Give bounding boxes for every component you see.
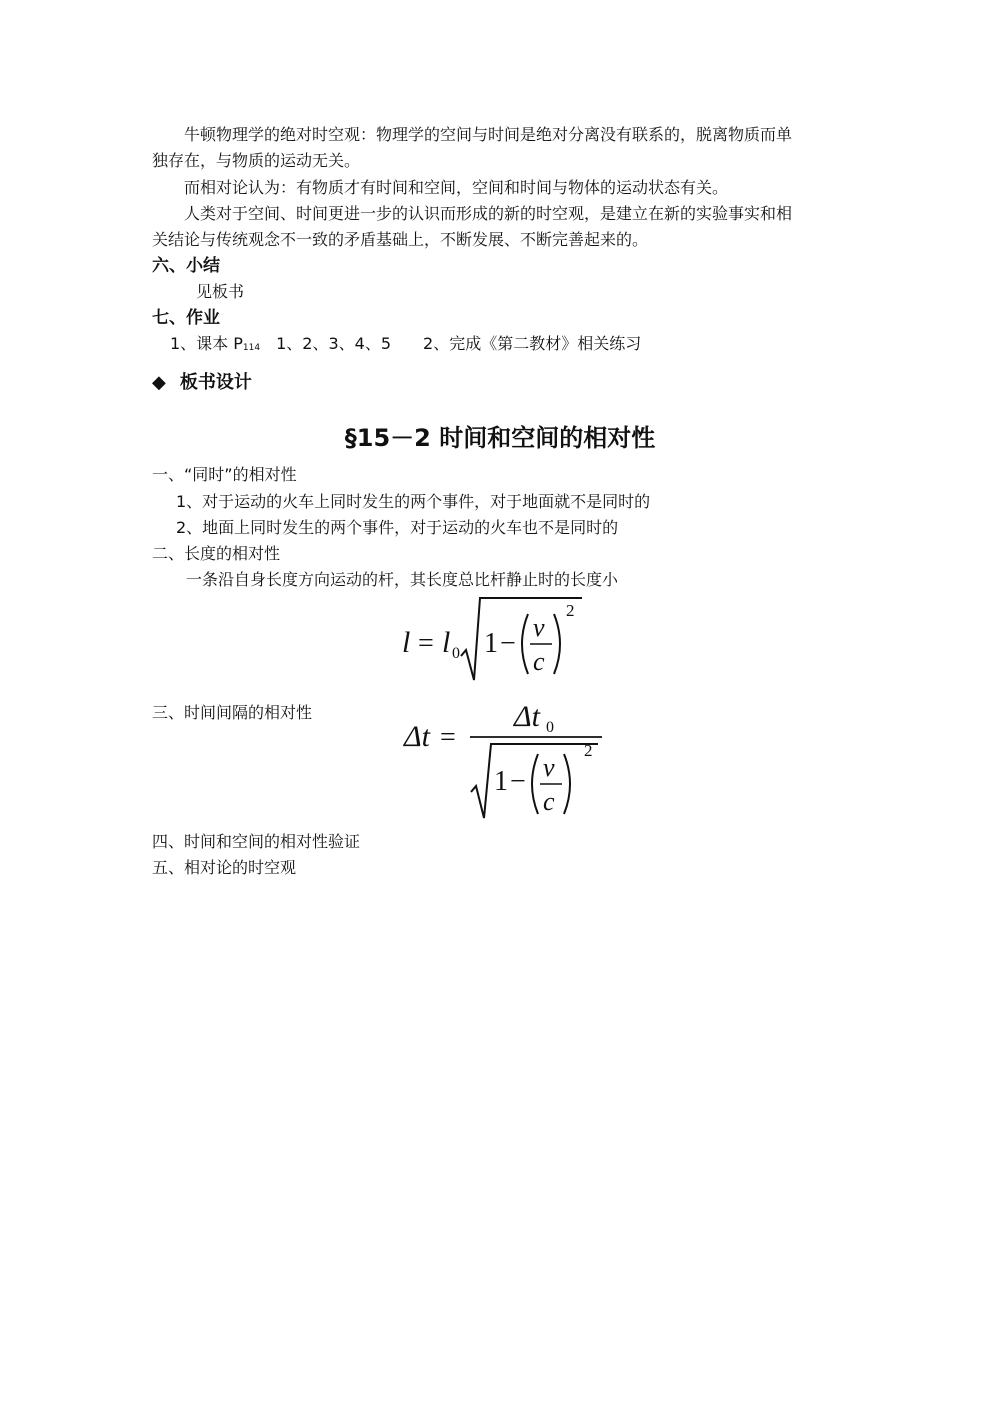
formula-time-lhs: Δt (404, 720, 430, 753)
formula-time-v: v (543, 753, 555, 782)
board-title: §15－2 时间和空间的相对性 (344, 424, 656, 452)
outline-spacetime-view-heading: 五、相对论的时空观 (152, 858, 297, 877)
homework-page-number: 114 (242, 343, 261, 353)
formula-length-minus: − (500, 628, 516, 659)
outline-length-heading: 二、长度的相对性 (152, 544, 281, 563)
formula-length-l0-sub: 0 (452, 645, 460, 662)
homework-rest: 1、2、3、4、5 2、完成《第二教材》相关练习 (260, 334, 642, 353)
formula-time-right-paren (564, 754, 570, 814)
outline-simultaneity-heading: 一、“同时”的相对性 (152, 465, 297, 484)
formula-length-one: 1 (484, 628, 498, 659)
outline-simultaneity-item-1: 1、对于运动的火车上同时发生的两个事件，对于地面就不是同时的 (176, 492, 651, 511)
formula-time-numerator: Δt (514, 700, 540, 733)
paragraph-newton-cont: 独存在，与物质的运动无关。 (152, 151, 361, 170)
paragraph-relativity: 而相对论认为：有物质才有时间和空间，空间和时间与物体的运动状态有关。 (152, 178, 729, 197)
formula-length-equals: = (418, 628, 434, 659)
formula-length-l0: l (442, 626, 451, 659)
paragraph-spacetime: 人类对于空间、时间更进一步的认识而形成的新的时空观，是建立在新的实验事实和相 (152, 204, 793, 223)
section-summary-body: 见板书 (196, 282, 245, 301)
homework-item (170, 333, 641, 359)
paragraph-spacetime-cont: 关结论与传统观念不一致的矛盾基础上，不断发展、不断完善起来的。 (152, 230, 649, 249)
formula-length-lhs: l (402, 626, 411, 659)
formula-time-exponent: 2 (584, 741, 593, 760)
formula-time-one: 1 (494, 766, 508, 797)
formula-time-c: c (543, 787, 555, 816)
outline-verification-heading: 四、时间和空间的相对性验证 (152, 832, 361, 851)
board-design-label: 板书设计 (179, 372, 252, 393)
formula-length-left-paren (522, 614, 528, 674)
outline-simultaneity-item-2: 2、地面上同时发生的两个事件，对于运动的火车也不是同时的 (176, 518, 619, 537)
homework-prefix: 1、课本 P (170, 334, 243, 353)
outline-length-body: 一条沿自身长度方向运动的杆，其长度总比杆静止时的长度小 (186, 570, 619, 589)
formula-time-minus: − (510, 766, 526, 797)
section-summary-heading: 六、小结 (152, 256, 220, 276)
formula-time-left-paren (532, 754, 538, 814)
formula-length-right-paren (554, 614, 560, 674)
section-homework-heading: 七、作业 (152, 308, 220, 328)
outline-time-heading: 三、时间间隔的相对性 (152, 703, 313, 722)
formula-length-denominator: c (533, 647, 545, 676)
paragraph-newton: 牛顿物理学的绝对时空观：物理学的空间与时间是绝对分离没有联系的，脱离物质而单 (152, 125, 793, 144)
time-dilation-formula (400, 696, 610, 826)
diamond-bullet-icon: ◆ (152, 372, 166, 393)
formula-time-equals: = (440, 722, 456, 753)
formula-length-exponent: 2 (566, 601, 575, 620)
length-contraction-formula (396, 592, 586, 684)
formula-length-numerator: v (533, 613, 545, 642)
formula-time-numerator-sub: 0 (546, 719, 554, 736)
board-design-heading (152, 372, 252, 394)
